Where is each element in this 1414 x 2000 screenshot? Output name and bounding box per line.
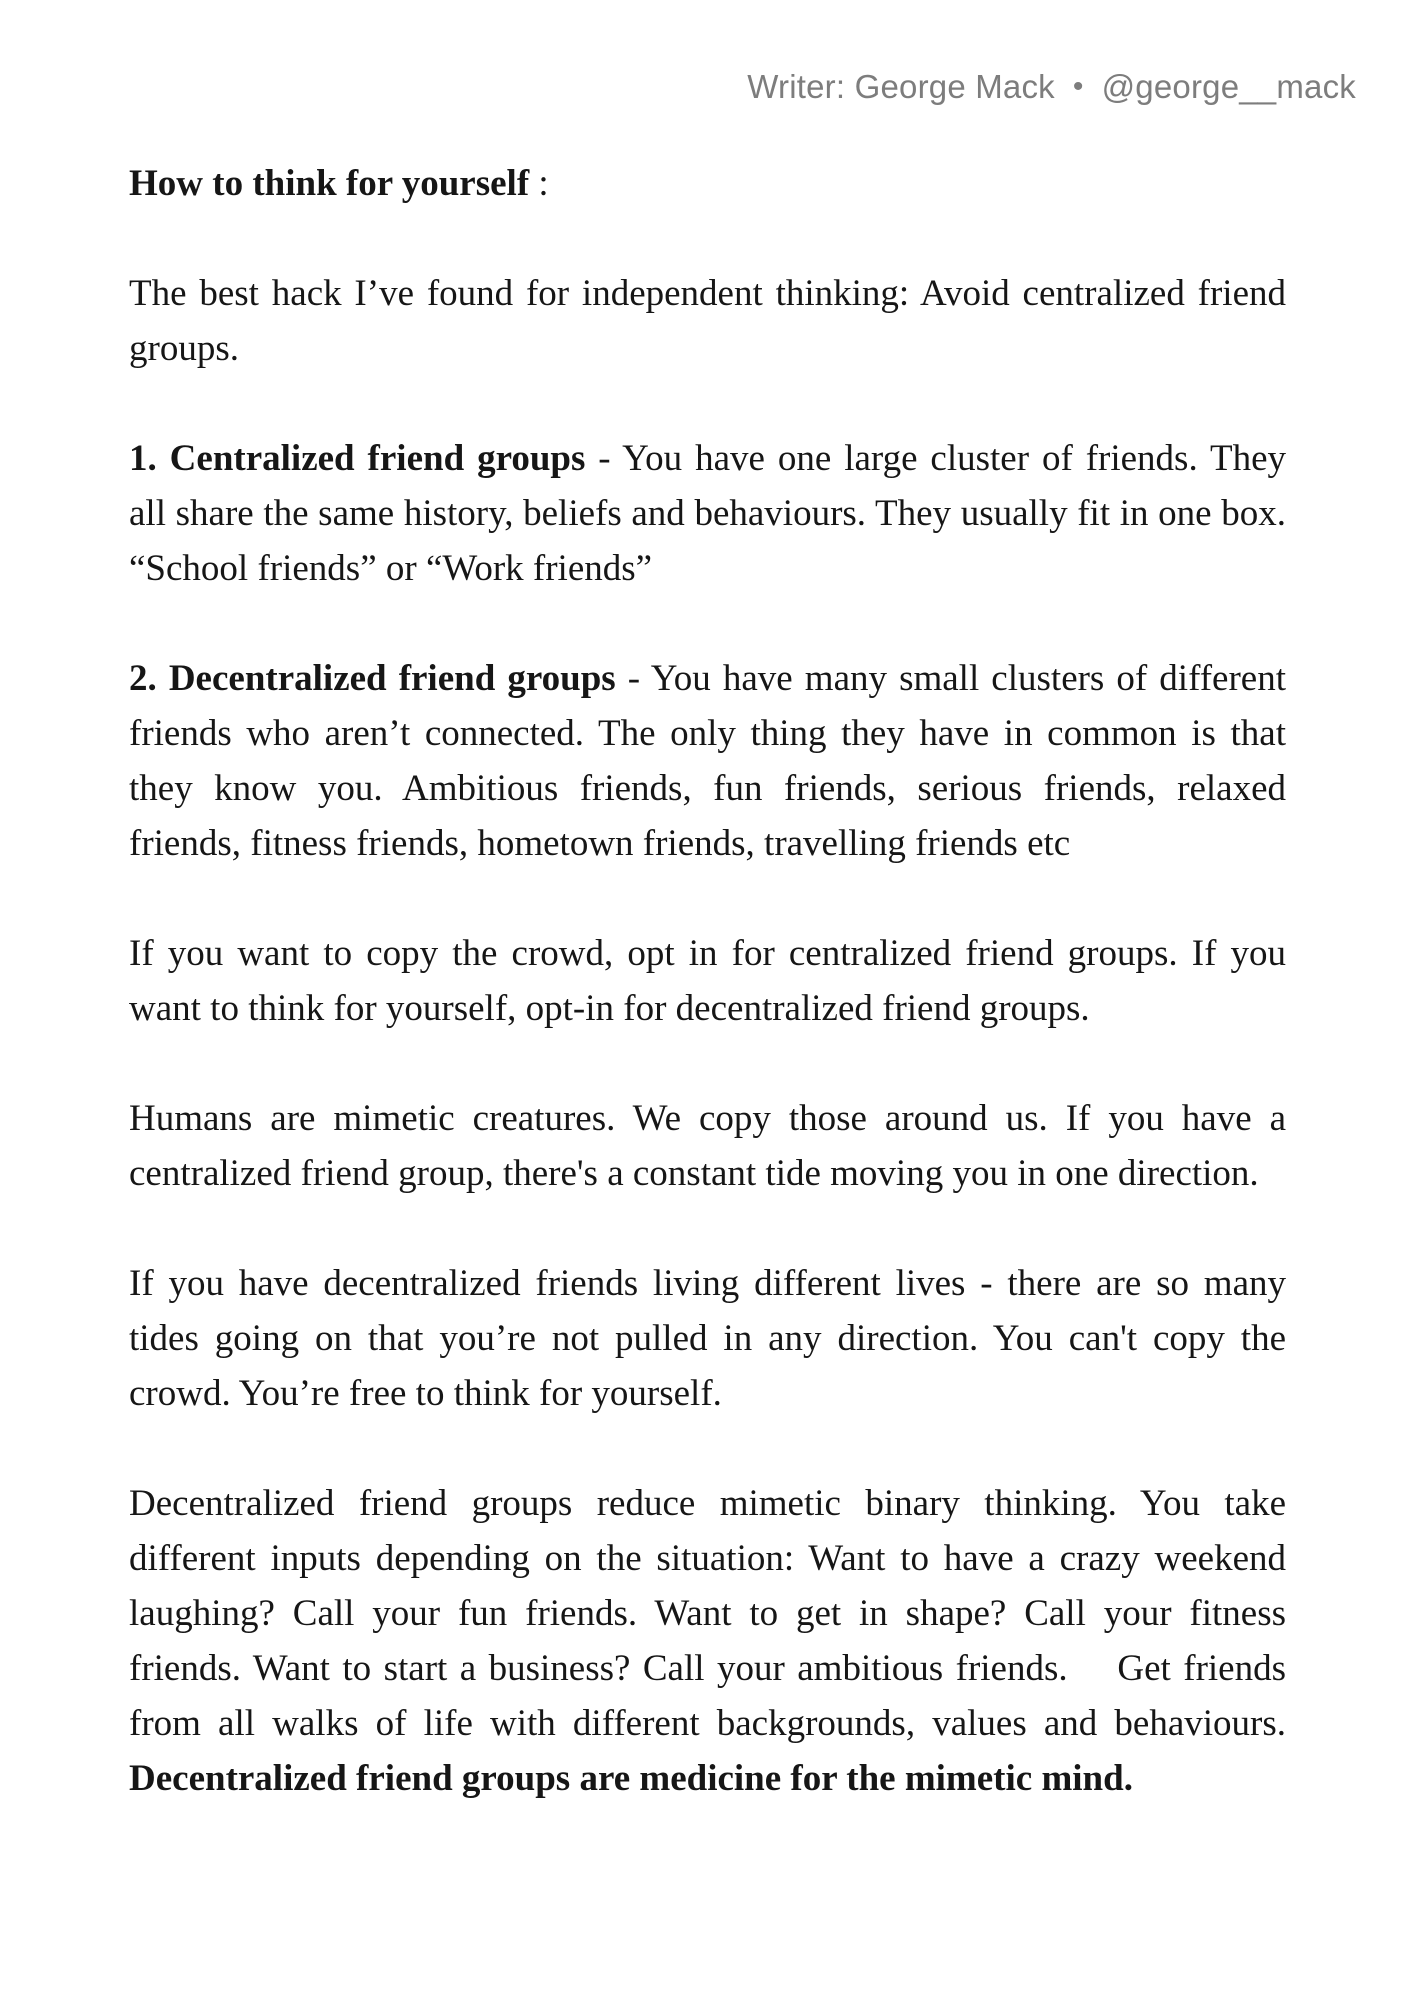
- intro-paragraph: The best hack I’ve found for independent thinking: Avoid centralized friend groups.: [129, 273, 1286, 369]
- article-title-suffix: :: [529, 163, 549, 204]
- article-title-line: [129, 156, 1286, 211]
- separator-dot: •: [1072, 70, 1084, 103]
- author-header: [747, 68, 1356, 106]
- author-handle: @george__mack: [1101, 68, 1356, 105]
- final-paragraph-conclusion: Decentralized friend groups are medicine for the mimetic mind.: [129, 1758, 1133, 1799]
- final-paragraph-body: Decentralized friend groups reduce mimetic binary thinking. You take different inputs depending on the situation: Want to have a crazy weekend laughing? Call your fun friends. Want to get in shape? Call your fitness friends. Want to start a business? Call your ambitious friends. Get friends from all walks of life with different backgrounds, values and behaviours.: [129, 1483, 1305, 1744]
- final-paragraph: [129, 1476, 1305, 1806]
- mimetic-paragraph: Humans are mimetic creatures. We copy those around us. If you have a centralized friend group, there's a constant tide moving you in one direction.: [129, 1098, 1286, 1194]
- point-1-body: - You have one large cluster of friends. They all share the same history, beliefs and behaviours. They usually fit in one box. “School friends” or “Work friends”: [129, 438, 1286, 589]
- writer-credit: Writer: George Mack: [747, 68, 1055, 105]
- point-2-heading: 2. Decentralized friend groups: [129, 658, 616, 699]
- point-2-paragraph: [129, 651, 1286, 871]
- tides-paragraph: If you have decentralized friends living different lives - there are so many tides going on that you’re not pulled in any direction. You can't copy the crowd. You’re free to think for yourself.: [129, 1263, 1286, 1414]
- article-body: [129, 156, 1305, 1806]
- point-2-body: - You have many small clusters of different friends who aren’t connected. The only thing they have in common is that they know you. Ambitious friends, fun friends, serious friends, relaxed friends, fitness friends, hometown friends, travelling friends etc: [129, 658, 1287, 864]
- point-1-heading: 1. Centralized friend groups: [129, 438, 586, 479]
- point-1-paragraph: [129, 431, 1286, 596]
- article-title: How to think for yourself: [129, 163, 530, 204]
- copy-crowd-paragraph: If you want to copy the crowd, opt in for centralized friend groups. If you want to think for yourself, opt-in for decentralized friend groups.: [129, 933, 1286, 1029]
